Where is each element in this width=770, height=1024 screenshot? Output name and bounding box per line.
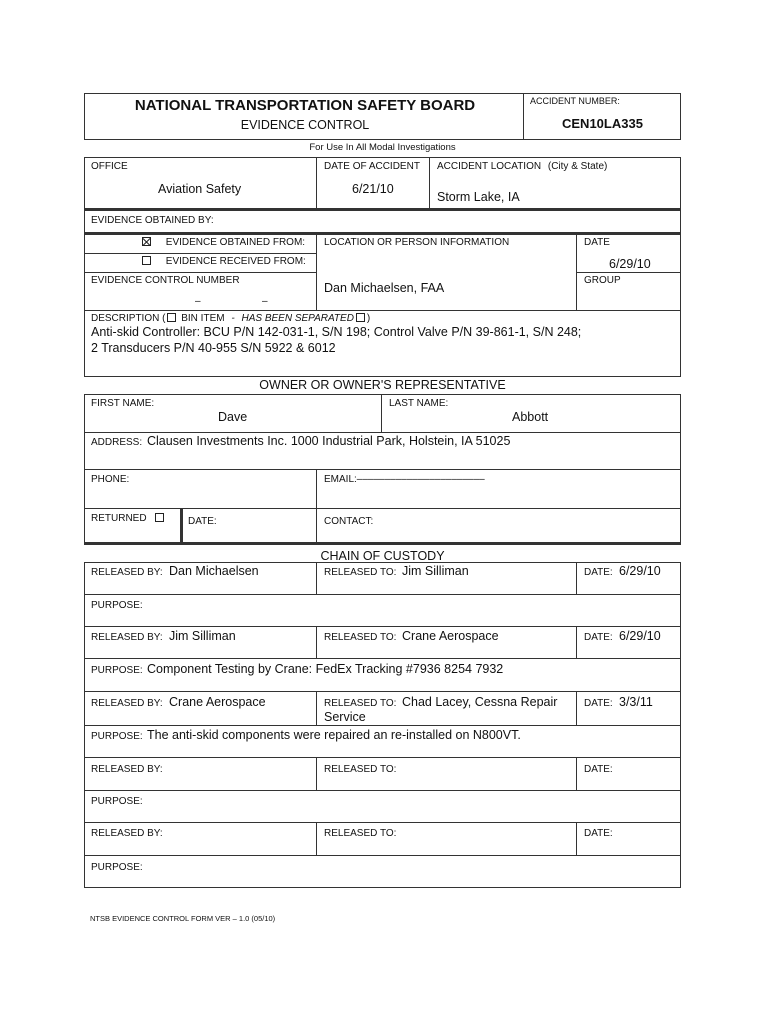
custody-date-value[interactable]: 6/29/10	[619, 629, 661, 643]
first-name-value[interactable]: Dave	[218, 410, 248, 424]
custody-rule	[84, 594, 681, 595]
obtained-from-checkbox[interactable]	[142, 237, 151, 246]
description-separator: -	[231, 313, 235, 324]
released-by-value[interactable]: Jim Silliman	[169, 629, 236, 643]
released-to-label: RELEASED TO:	[324, 632, 397, 643]
obtained-from-row	[140, 237, 305, 248]
custody-1-div-b	[576, 562, 577, 594]
custody-2-div-a	[316, 626, 317, 658]
date-of-accident-label: DATE OF ACCIDENT	[324, 161, 420, 172]
evidence-rule-date	[576, 272, 681, 273]
received-from-row	[140, 256, 306, 267]
owner-phone-divider	[316, 469, 317, 509]
custody-rule	[84, 691, 681, 692]
returned-divider	[180, 508, 183, 545]
custody-rule	[84, 822, 681, 823]
custody-rule	[84, 790, 681, 791]
evidence-top-rule	[84, 208, 681, 211]
obtained-from-label: EVIDENCE OBTAINED FROM:	[165, 237, 306, 248]
address-value[interactable]: Clausen Investments Inc. 1000 Industrial Park, Holstein, IA 51025	[147, 434, 511, 448]
released-to-value[interactable]: Crane Aerospace	[402, 629, 499, 643]
custody-4-div-a	[316, 757, 317, 790]
bin-item-label: BIN ITEM	[181, 313, 225, 324]
custody-date-label: DATE:	[584, 632, 613, 643]
owner-section-title: OWNER OR OWNER'S REPRESENTATIVE	[259, 378, 506, 392]
accident-location-label-text: ACCIDENT LOCATION	[437, 161, 542, 172]
custody-date-label: DATE:	[584, 764, 613, 775]
custody-rule	[84, 757, 681, 758]
received-from-label: EVIDENCE RECEIVED FROM:	[165, 256, 306, 267]
owner-rule-1	[84, 432, 681, 433]
returned-date-label: DATE:	[188, 516, 217, 527]
has-been-separated-label: HAS BEEN SEPARATED	[241, 313, 354, 324]
custody-rule	[84, 855, 681, 856]
contact-label: CONTACT:	[324, 516, 374, 527]
description-prefix: DESCRIPTION (	[91, 313, 166, 324]
owner-rule-2	[84, 469, 681, 470]
evidence-date-value[interactable]: 6/29/10	[609, 257, 651, 271]
released-to-label: RELEASED TO:	[324, 828, 397, 839]
purpose-label: PURPOSE:	[91, 862, 143, 873]
custody-date-label: DATE:	[584, 567, 613, 578]
released-by-label: RELEASED BY:	[91, 828, 163, 839]
evidence-obtained-by-label: EVIDENCE OBTAINED BY:	[91, 215, 214, 226]
custody-4-div-b	[576, 757, 577, 790]
released-by-value[interactable]: Dan Michaelsen	[169, 564, 259, 578]
evidence-rule-1	[84, 232, 681, 235]
custody-rule	[84, 658, 681, 659]
purpose-value[interactable]: The anti-skid components were repaired an re-installed on N800VT.	[147, 728, 521, 742]
modal-note: For Use In All Modal Investigations	[309, 142, 456, 153]
location-info-value[interactable]: Dan Michaelsen, FAA	[324, 281, 445, 295]
location-info-label: LOCATION OR PERSON INFORMATION	[324, 237, 510, 248]
purpose-label: PURPOSE:	[91, 665, 143, 676]
email-label-text: EMAIL:	[324, 474, 357, 485]
description-label	[91, 313, 370, 324]
last-name-label: LAST NAME:	[389, 398, 449, 409]
address-label: ADDRESS:	[91, 437, 143, 448]
control-number-label: EVIDENCE CONTROL NUMBER	[91, 275, 240, 286]
released-to-value[interactable]: Chad Lacey, Cessna Repair	[402, 695, 558, 709]
office-divider-1	[316, 157, 317, 210]
owner-rule-3	[84, 508, 681, 509]
phone-label: PHONE:	[91, 474, 130, 485]
released-by-label: RELEASED BY:	[91, 632, 163, 643]
custody-rule	[84, 626, 681, 627]
released-to-value[interactable]: Jim Silliman	[402, 564, 469, 578]
office-value[interactable]: Aviation Safety	[158, 182, 242, 196]
purpose-value[interactable]: Component Testing by Crane: FedEx Tracking #7936 8254 7932	[147, 662, 504, 676]
form-version: NTSB EVIDENCE CONTROL FORM VER – 1.0 (05/10)	[90, 914, 276, 923]
control-number-dash-1: –	[195, 296, 201, 307]
evidence-divider-main	[316, 234, 317, 310]
accident-number-label: ACCIDENT NUMBER:	[530, 96, 620, 106]
purpose-label: PURPOSE:	[91, 731, 143, 742]
released-by-value[interactable]: Crane Aerospace	[169, 695, 266, 709]
email-label	[324, 474, 485, 485]
custody-3-div-a	[316, 691, 317, 725]
description-line-1[interactable]: Anti-skid Controller: BCU P/N 142-031-1, S/N 198; Control Valve P/N 39-861-1, S/N 248;	[91, 325, 582, 339]
released-by-label: RELEASED BY:	[91, 567, 163, 578]
description-line-2[interactable]: 2 Transducers P/N 40-955 S/N 5922 & 6012	[91, 341, 336, 355]
email-value[interactable]: –––––––––––––––––––––––	[356, 474, 485, 485]
contact-divider	[316, 508, 317, 543]
accident-location-label	[437, 161, 607, 172]
custody-1-div-a	[316, 562, 317, 594]
description-suffix: )	[366, 313, 371, 324]
owner-name-divider	[381, 394, 382, 433]
custody-5-div-a	[316, 822, 317, 855]
custody-date-label: DATE:	[584, 828, 613, 839]
custody-rule	[84, 725, 681, 726]
purpose-label: PURPOSE:	[91, 796, 143, 807]
date-of-accident-value[interactable]: 6/21/10	[352, 182, 394, 196]
custody-2-div-b	[576, 626, 577, 658]
evidence-rule-2	[84, 253, 316, 254]
owner-bottom-rule	[84, 542, 681, 545]
bin-item-checkbox[interactable]	[167, 313, 176, 322]
custody-3-div-b	[576, 691, 577, 725]
evidence-rule-3	[84, 272, 316, 273]
form-title: NATIONAL TRANSPORTATION SAFETY BOARD	[134, 97, 476, 114]
office-label: OFFICE	[91, 161, 128, 172]
custody-date-value[interactable]: 6/29/10	[619, 564, 661, 578]
custody-section-title: CHAIN OF CUSTODY	[320, 549, 445, 563]
header-divider	[523, 93, 524, 140]
form-subtitle: EVIDENCE CONTROL	[240, 118, 370, 132]
accident-location-value[interactable]: Storm Lake, IA	[437, 190, 520, 204]
returned-label: RETURNED	[91, 513, 147, 524]
has-been-separated-checkbox[interactable]	[356, 313, 365, 322]
custody-5-div-b	[576, 822, 577, 855]
accident-number-value[interactable]: CEN10LA335	[562, 116, 643, 131]
accident-location-hint: (City & State)	[547, 161, 608, 172]
released-by-label: RELEASED BY:	[91, 764, 163, 775]
returned-row	[91, 513, 166, 524]
returned-checkbox[interactable]	[155, 513, 164, 522]
evidence-date-label: DATE	[584, 237, 610, 248]
last-name-value[interactable]: Abbott	[512, 410, 549, 424]
custody-date-value[interactable]: 3/3/11	[619, 695, 653, 709]
purpose-label: PURPOSE:	[91, 600, 143, 611]
custody-date-label: DATE:	[584, 698, 613, 709]
group-label: GROUP	[584, 275, 621, 286]
released-to-label: RELEASED TO:	[324, 698, 397, 709]
released-to-value-line-2[interactable]: Service	[324, 710, 366, 724]
released-to-label: RELEASED TO:	[324, 764, 397, 775]
control-number-dash-2: –	[262, 296, 268, 307]
evidence-rule-4	[84, 310, 681, 311]
received-from-checkbox[interactable]	[142, 256, 151, 265]
released-to-label: RELEASED TO:	[324, 567, 397, 578]
released-by-label: RELEASED BY:	[91, 698, 163, 709]
first-name-label: FIRST NAME:	[91, 398, 155, 409]
office-divider-2	[429, 157, 430, 210]
